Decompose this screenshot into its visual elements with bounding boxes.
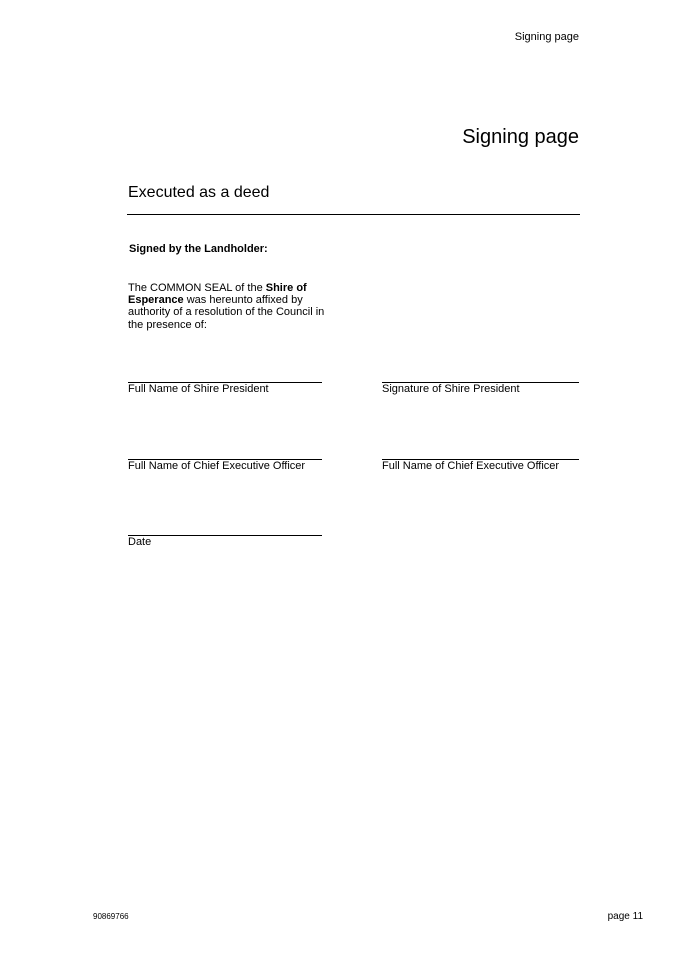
section-heading: Executed as a deed [128, 184, 270, 201]
page-title: Signing page [462, 126, 579, 148]
running-header: Signing page [514, 31, 579, 43]
label-shire-president-name: Full Name of Shire President [128, 383, 269, 395]
page-number: page 11 [607, 911, 643, 922]
label-date: Date [128, 536, 152, 548]
seal-text-bold: Shire of Esperance [128, 282, 307, 307]
signed-by-heading: Signed by the Landholder: [129, 243, 268, 255]
document-number: 90869766 [93, 912, 129, 921]
seal-text-part1: The COMMON SEAL of the [128, 282, 266, 294]
signature-line-date [128, 535, 322, 536]
common-seal-paragraph [128, 282, 328, 331]
label-ceo-name-left: Full Name of Chief Executive Officer [128, 460, 306, 472]
section-divider [127, 214, 580, 215]
label-ceo-name-right: Full Name of Chief Executive Officer [382, 460, 560, 472]
label-shire-president-signature: Signature of Shire President [382, 383, 520, 395]
seal-text-part2: was hereunto affixed by authority of a resolution of the Council in the presence of: [128, 294, 325, 331]
